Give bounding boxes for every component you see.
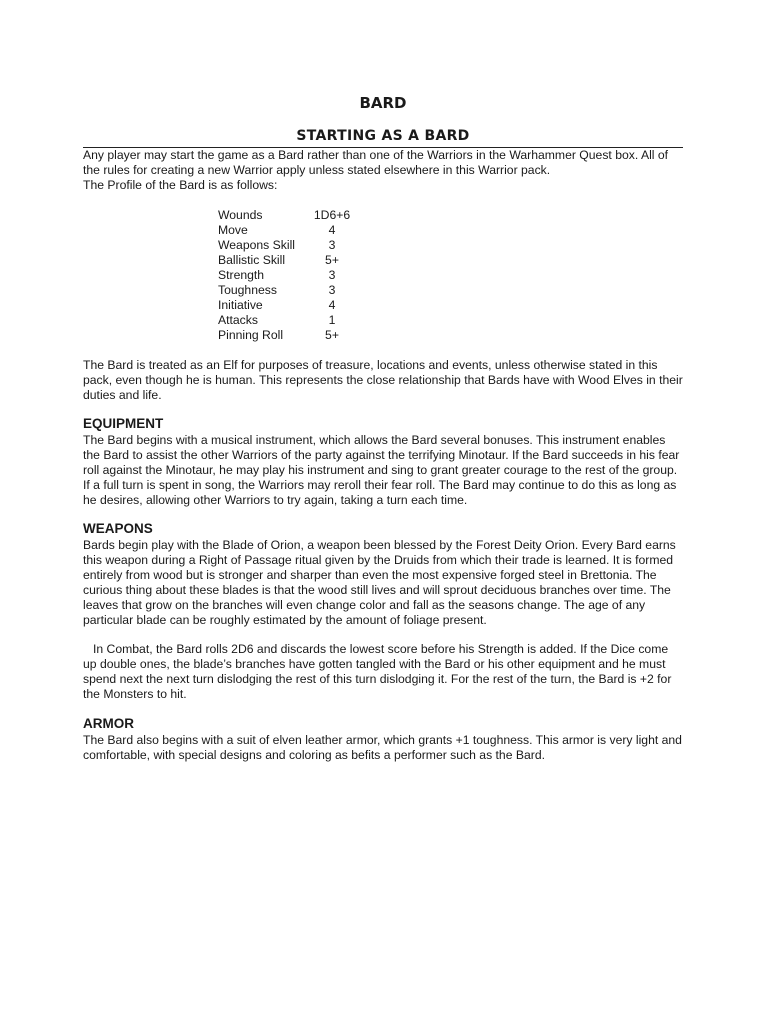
profile-value: 1 xyxy=(328,313,336,327)
profile-label: Attacks xyxy=(218,313,258,327)
profile-label: Pinning Roll xyxy=(218,328,284,342)
profile-label: Move xyxy=(218,223,248,237)
equipment-paragraph: The Bard begins with a musical instrument, which allows the Bard several bonuses. This instrument enables the Bard to assist the other Warriors of the party against the terrifying Minotaur. If the Bard succeeds in his fear roll against the Minotaur, he may play his instrument and sing to grant greater courage to the rest of the group. If a full turn is spent in song, the Warriors may reroll their fear roll. The Bard may continue to do this as long as he desires, allowing other Warriors to try again, taking a turn each time. xyxy=(83,433,680,507)
profile-label: Wounds xyxy=(218,208,263,222)
profile-row xyxy=(218,238,352,253)
profile-value: 3 xyxy=(328,238,336,252)
profile-row xyxy=(218,268,352,283)
intro-paragraph: Any player may start the game as a Bard rather than one of the Warriors in the Warhammer Quest box. All of the rules for creating a new Warrior apply unless stated elsewhere in this Warrior pack. xyxy=(83,148,669,177)
profile-row xyxy=(218,298,352,313)
profile-row xyxy=(218,223,352,238)
profile-label: Initiative xyxy=(218,298,263,312)
profile-table xyxy=(218,208,352,343)
profile-value: 5+ xyxy=(325,253,339,267)
profile-row xyxy=(218,283,352,298)
section-title: STARTING AS A BARD xyxy=(296,128,470,144)
profile-row xyxy=(218,328,352,343)
profile-label: Weapons Skill xyxy=(218,238,295,252)
profile-value: 5+ xyxy=(325,328,339,342)
armor-heading: ARMOR xyxy=(83,716,134,731)
weapons-paragraph: Bards begin play with the Blade of Orion, a weapon been blessed by the Forest Deity Orion. Every Bard earns this weapon during a Right of Passage ritual given by the Druids from which their trade is learned. It is formed entirely from wood but is stronger and sharper than even the most expensive forged steel in Brettonia. The curious thing about these blades is that the wood still lives and will sprout deciduous branches over time. The leaves that grow on the branches will even change color and fall as the seasons change. The age of any particular blade can be roughly estimated by the amount of foliage present. xyxy=(83,538,676,627)
profile-value: 3 xyxy=(328,283,336,297)
armor-paragraph: The Bard also begins with a suit of elven leather armor, which grants +1 toughness. This armor is very light and comfortable, with special designs and coloring as befits a performer such as the Bard. xyxy=(83,733,682,762)
profile-label: Strength xyxy=(218,268,265,282)
profile-row xyxy=(218,313,352,328)
profile-label: Ballistic Skill xyxy=(218,253,286,267)
profile-row xyxy=(218,208,352,223)
profile-intro: The Profile of the Bard is as follows: xyxy=(83,178,278,192)
profile-row xyxy=(218,253,352,268)
elf-paragraph: The Bard is treated as an Elf for purposes of treasure, locations and events, unless otherwise stated in this pack, even though he is human. This represents the close relationship that Bards have with Wood Elves in their duties and life. xyxy=(83,358,683,402)
profile-value: 3 xyxy=(328,268,336,282)
weapons-heading: WEAPONS xyxy=(83,521,153,536)
profile-value: 4 xyxy=(328,298,336,312)
equipment-heading: EQUIPMENT xyxy=(83,416,164,431)
profile-value: 4 xyxy=(328,223,336,237)
combat-paragraph: In Combat, the Bard rolls 2D6 and discards the lowest score before his Strength is added. If the Dice come up double ones, the blade’s branches have gotten tangled with the Bard or his other equipment and he must spend next the next turn dislodging the rest of this turn dislodging it. For the rest of the turn, the Bard is +2 for the Monsters to hit. xyxy=(83,642,672,701)
profile-value: 1D6+6 xyxy=(313,208,351,222)
profile-label: Toughness xyxy=(218,283,277,297)
page-title: BARD xyxy=(359,94,407,112)
